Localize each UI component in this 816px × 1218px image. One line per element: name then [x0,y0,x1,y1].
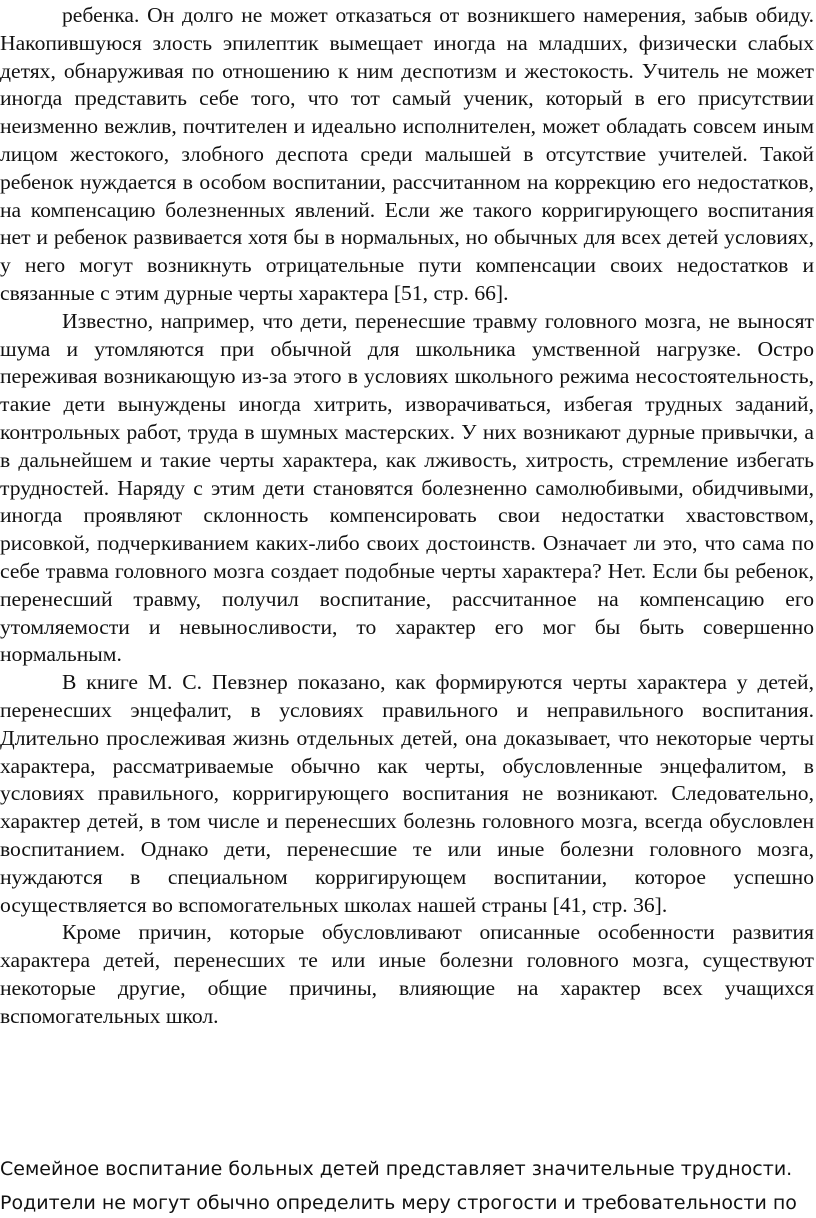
sans-text-block [0,1152,816,1218]
sans-line-1: Семейное воспитание больных детей представляет значительные трудности. [0,1158,793,1180]
paragraph-3: В книге М. С. Певзнер показано, как формируются черты характера у детей, перенесших энцефалит, в условиях правильного и неправильного воспитания. Длительно прослеживая жизнь отдельных детей, она доказывает, что некоторые черты характера, рассматриваемые обычно как черты, обусловленные энцефалитом, в условиях правильного, корригирующего воспитания не возникают. Следовательно, характер детей, в том числе и перенесших болезнь головного мозга, всегда обусловлен воспитанием. Однако дети, перенесшие те или иные болезни головного мозга, нуждаются в специальном корригирующем воспитании, которое успешно осуществляется во вспомогательных школах нашей страны [41, стр. 36]. [0,670,814,917]
body-text [0,2,814,1030]
sans-line-2: Родители не могут обычно определить меру строгости и требовательности по [0,1192,797,1214]
paragraph-2: Известно, например, что дети, перенесшие травму головного мозга, не выносят шума и утомляются при обычной для школьника умственной нагрузке. Остро переживая возникающую из-за этого в условиях школьного режима несостоятельность, такие дети вынуждены иногда хитрить, изворачиваться, избегая трудных заданий, контрольных работ, труда в шумных мастерских. У них возникают дурные привычки, а в дальнейшем и такие черты характера, как лживость, хитрость, стремление избегать трудностей. Наряду с этим дети становятся болезненно самолюбивыми, обидчивыми, иногда проявляют склонность компенсировать свои недостатки хвастовством, рисовкой, подчеркиванием каких-либо своих достоинств. Означает ли это, что сама по себе травма головного мозга создает подобные черты характера? Нет. Если бы ребенок, перенесший травму, получил воспитание, рассчитанное на компенсацию его утомляемости и невыносливости, то характер его мог бы быть совершенно нормальным. [0,308,814,667]
paragraph-4: Кроме причин, которые обусловливают описанные особенности развития характера детей, перенесших те или иные болезни головного мозга, существуют некоторые другие, общие причины, влияющие на характер всех учащихся вспомогательных школ. [0,920,814,1028]
paragraph-1: ребенка. Он долго не может отказаться от возникшего намерения, забыв обиду. Накопившуюся злость эпилептик вымещает иногда на младших, физически слабых детях, обнаруживая по отношению к ним деспотизм и жестокость. Учитель не может иногда представить себе того, что тот самый ученик, который в его присутствии неизменно вежлив, почтителен и идеально исполнителен, может обладать совсем иным лицом жестокого, злобного деспота среди малышей в отсутствие учителей. Такой ребенок нуждается в особом воспитании, рассчитанном на коррекцию его недостатков, на компенсацию болезненных явлений. Если же такого корригирующего воспитания нет и ребенок развивается хотя бы в нормальных, но обычных для всех детей условиях, у него могут возникнуть отрицательные пути компенсации своих недостатков и связанные с этим дурные черты характера [51, стр. 66]. [0,3,814,305]
